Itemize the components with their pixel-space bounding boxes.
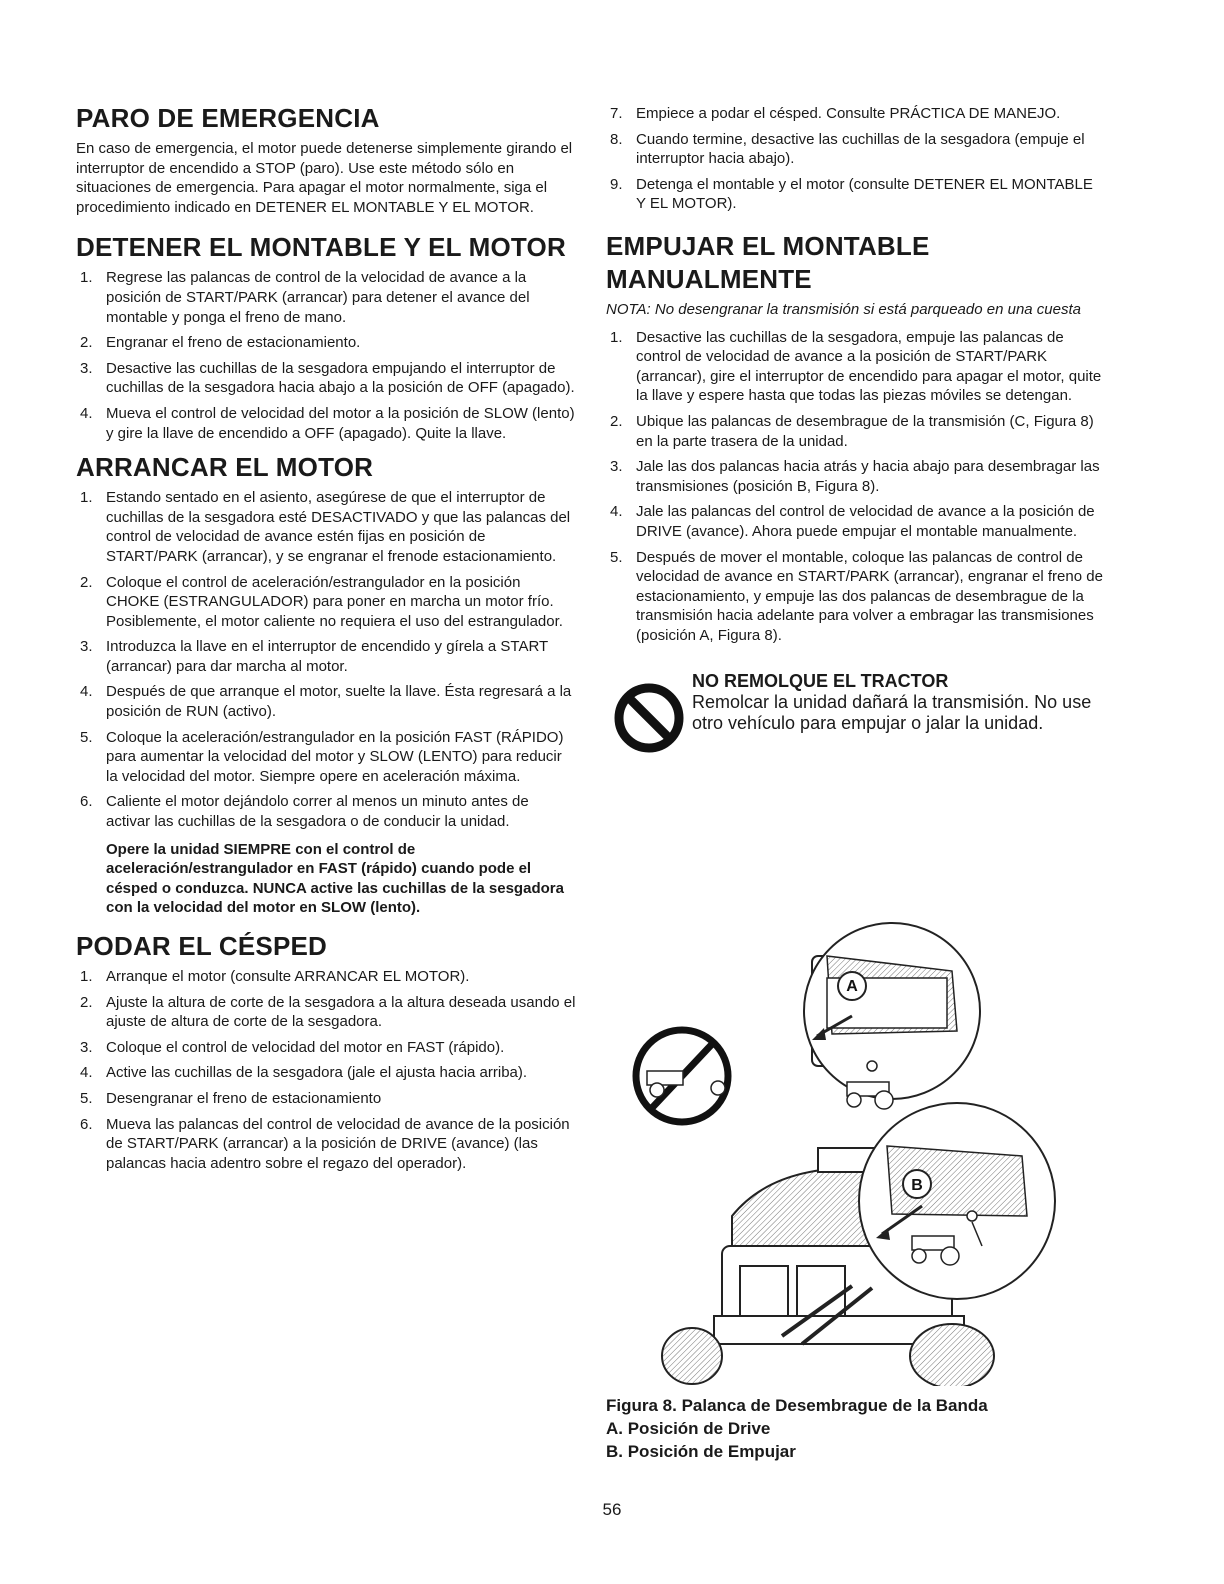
list-item: 2. Coloque el control de aceleración/estrangulador en la posición CHOKE (ESTRANGULADOR) para poner en marcha un motor frío. Posiblemente, el motor caliente no requiera el uso del estrangulador.	[80, 573, 563, 630]
list-item: 3. Coloque el control de velocidad del motor en FAST (rápido).	[80, 1038, 505, 1056]
detener-list	[76, 268, 576, 443]
label-b: B	[911, 1177, 923, 1194]
list-item: 4. Después de que arranque el motor, suelte la llave. Ésta regresará a la posición de RUN (activo).	[80, 683, 572, 721]
arrancar-list	[76, 488, 576, 832]
podar-continued-list	[606, 104, 1106, 214]
list-item: 3. Jale las dos palancas hacia atrás y hacia abajo para desembragar las transmisiones (posición B, Figura 8).	[610, 458, 1100, 495]
list-item: 6. Mueva las palancas del control de velocidad de avance de la posición de START/PARK (arrancar) a la posición de DRIVE (avance) (las palancas hacia adentro sobre el regazo del operador).	[80, 1115, 570, 1172]
paro-body: En caso de emergencia, el motor puede detenerse simplemente girando el interruptor de encendido a STOP (paro). Use este método sólo en situaciones de emergencia. Para apagar el motor normalmente, siga el procedimiento indicado en DETENER EL MONTABLE Y EL MOTOR.	[76, 140, 573, 216]
list-item: 2. Engranar el freno de estacionamiento.	[80, 334, 361, 352]
heading-empujar: EMPUJAR EL MONTABLE MANUALMENTE	[606, 230, 930, 294]
list-item: 6. Caliente el motor dejándolo correr al menos un minuto antes de activar las cuchillas de la sesgadora o de conducir la unidad.	[80, 793, 529, 831]
prohibited-icon	[608, 677, 690, 759]
list-item: 3. Introduzca la llave en el interruptor de encendido y gírela a START (arrancar) para dar marcha al motor.	[80, 638, 548, 675]
list-item: 9. Detenga el montable y el motor (consulte DETENER EL MONTABLE Y EL MOTOR).	[610, 175, 1093, 213]
heading-podar: PODAR EL CÉSPED	[76, 931, 328, 961]
caption-line-a: A. Posición de Drive	[606, 1419, 771, 1438]
list-item: 8. Cuando termine, desactive las cuchillas de la sesgadora (empuje el interruptor hacia abajo).	[610, 130, 1085, 168]
warning-body: Remolcar la unidad dañará la transmisión. No use otro vehículo para empujar o jalar la unidad.	[692, 692, 1092, 734]
right-column	[606, 104, 1106, 755]
list-item: 5. Desengranar el freno de estacionamiento	[80, 1089, 382, 1107]
list-item: 5. Después de mover el montable, coloque las palancas de control de velocidad de avance en START/PARK (arrancar), engranar el freno de estacionamiento, y empuje las dos palancas de desembrague de la transmisión hacia adelante para volver a embragar las transmisiones (posición A, Figura 8).	[610, 548, 1103, 644]
list-item: 3. Desactive las cuchillas de la sesgadora empujando el interruptor de cuchillas de la sesgadora hacia abajo a la posición de OFF (apagado).	[80, 359, 575, 397]
heading-detener: DETENER EL MONTABLE Y EL MOTOR	[76, 232, 566, 263]
caption-title: Figura 8. Palanca de Desembrague de la Banda	[606, 1396, 988, 1415]
empujar-note: NOTA: No desengranar la transmisión si está parqueado en una cuesta	[606, 300, 1081, 318]
list-item: 1. Desactive las cuchillas de la sesgadora, empuje las palancas de control de velocidad de avance a la posición de START/PARK (arrancar), gire el interruptor de encendido para apagar el motor, quite la llave y espere hasta que todas las piezas móviles se detengan.	[610, 328, 1102, 405]
list-item: 4. Jale las palancas del control de velocidad de avance a la posición de DRIVE (avance). Ahora puede empujar el montable manualmente.	[610, 503, 1095, 540]
empujar-list	[606, 328, 1106, 646]
warning-text	[692, 671, 1112, 734]
warning-block	[606, 671, 1106, 755]
list-item: 5. Coloque la aceleración/estrangulador en la posición FAST (RÁPIDO) para aumentar la velocidad del motor y SLOW (LENTO) para reducir la velocidad del motor. Siempre opere en aceleración máxima.	[80, 728, 564, 785]
list-item: 1. Estando sentado en el asiento, asegúrese de que el interruptor de cuchillas de la sesgadora esté DESACTIVADO y que las palancas del control de velocidad de avance estén fijas en posición de START/PARK (arrancar), y se engranar el frenode estacionamiento.	[80, 489, 571, 565]
list-item: 1. Arranque el motor (consulte ARRANCAR EL MOTOR).	[80, 968, 470, 985]
caption-line-b: B. Posición de Empujar	[606, 1442, 796, 1461]
list-item: 2. Ajuste la altura de corte de la sesgadora a la altura deseada usando el ajuste de altura de corte de la sesgadora.	[80, 993, 576, 1031]
heading-paro-emergencia: PARO DE EMERGENCIA	[76, 103, 380, 133]
detail-circle-a	[804, 923, 980, 1099]
label-a: A	[846, 978, 858, 995]
list-item: 1. Regrese las palancas de control de la velocidad de avance a la posición de START/PARK (arrancar) para detener el avance del montable y ponga el freno de mano.	[80, 269, 530, 326]
heading-arrancar: ARRANCAR EL MOTOR	[76, 452, 374, 483]
page-number: 56	[602, 1500, 622, 1519]
no-tow-icon	[636, 1030, 728, 1122]
arrancar-bold-note: Opere la unidad SIEMPRE con el control de aceleración/estrangulador en FAST (rápido) cuando pode el césped o conduzca. NUNCA active las cuchillas de la sesgadora con la velocidad del motor en SLOW (lento).	[106, 840, 564, 917]
list-item: 2. Ubique las palancas de desembrague de la transmisión (C, Figura 8) en la parte trasera de la unidad.	[610, 412, 1094, 450]
list-item: 4. Active las cuchillas de la sesgadora (jale el ajusta hacia arriba).	[80, 1064, 528, 1082]
left-column	[76, 102, 576, 1181]
list-item: 7. Empiece a podar el césped. Consulte PRÁCTICA DE MANEJO.	[610, 105, 1061, 122]
warning-title: NO REMOLQUE EL TRACTOR	[692, 671, 949, 692]
figure-caption	[606, 1394, 1106, 1463]
podar-list	[76, 967, 576, 1173]
list-item: 4. Mueva el control de velocidad del motor a la posición de SLOW (lento) y gire la llave de encendido a OFF (apagado). Quite la llave.	[80, 404, 575, 442]
figure-8-illustration	[622, 916, 1072, 1386]
